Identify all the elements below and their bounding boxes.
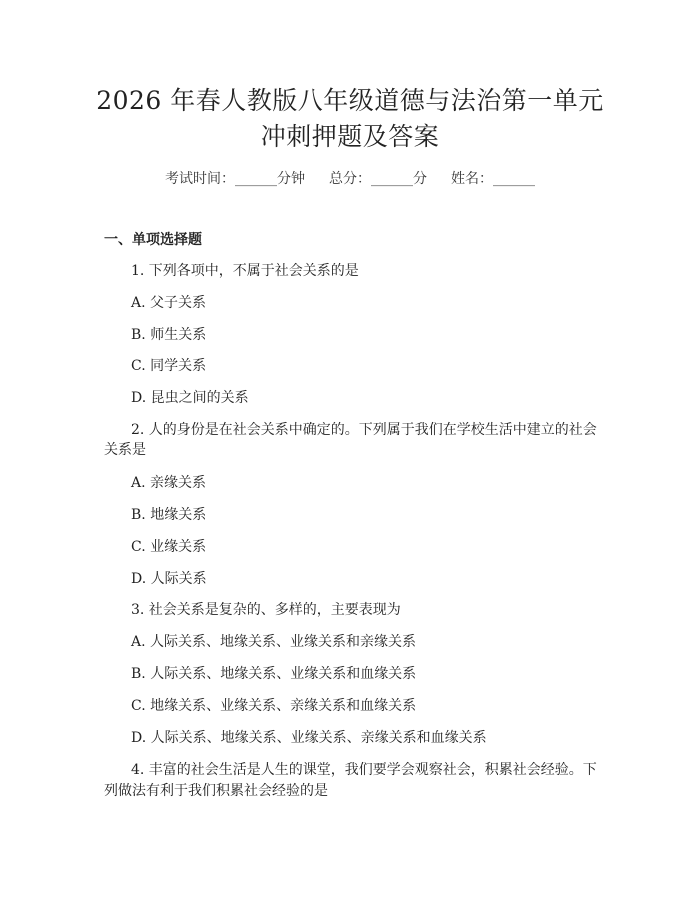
question-2-text-line-1: 2. 人的身份是在社会关系中确定的。下列属于我们在学校生活中建立的社会 (131, 422, 597, 438)
question-1-text: 1. 下列各项中，不属于社会关系的是 (131, 263, 359, 279)
question-3-text: 3. 社会关系是复杂的、多样的，主要表现为 (131, 602, 401, 618)
question-2-option-b: B. 地缘关系 (131, 507, 207, 523)
question-4-text-line-1: 4. 丰富的社会生活是人生的课堂，我们要学会观察社会，积累社会经验。下 (131, 762, 597, 778)
exam-time-label: 考试时间：______分钟 (165, 171, 305, 187)
question-3-option-a: A. 人际关系、地缘关系、业缘关系和亲缘关系 (131, 634, 417, 650)
question-2-option-d: D. 人际关系 (131, 571, 207, 587)
question-2-option-a: A. 亲缘关系 (131, 475, 207, 491)
question-4-text-line-2: 列做法有利于我们积累社会经验的是 (104, 783, 328, 799)
question-3-option-d: D. 人际关系、地缘关系、业缘关系、亲缘关系和血缘关系 (131, 730, 487, 746)
question-1-option-a: A. 父子关系 (131, 295, 207, 311)
question-1-option-b: B. 师生关系 (131, 327, 207, 343)
exam-title-line-2: 冲刺押题及答案 (260, 122, 440, 151)
exam-meta-row (0, 169, 700, 189)
question-2-text-line-2: 关系是 (104, 442, 146, 458)
question-2-option-c: C. 业缘关系 (131, 539, 207, 555)
total-score-label: 总分：______分 (329, 171, 427, 187)
student-name-label: 姓名：______ (451, 171, 535, 187)
question-3-option-c: C. 地缘关系、业缘关系、亲缘关系和血缘关系 (131, 698, 417, 714)
question-1-option-d: D. 昆虫之间的关系 (131, 390, 249, 406)
section-title: 一、单项选择题 (104, 232, 202, 248)
question-1-option-c: C. 同学关系 (131, 358, 207, 374)
question-3-option-b: B. 人际关系、地缘关系、业缘关系和血缘关系 (131, 666, 417, 682)
exam-title-line-1: 2026 年春人教版八年级道德与法治第一单元 (96, 86, 604, 115)
